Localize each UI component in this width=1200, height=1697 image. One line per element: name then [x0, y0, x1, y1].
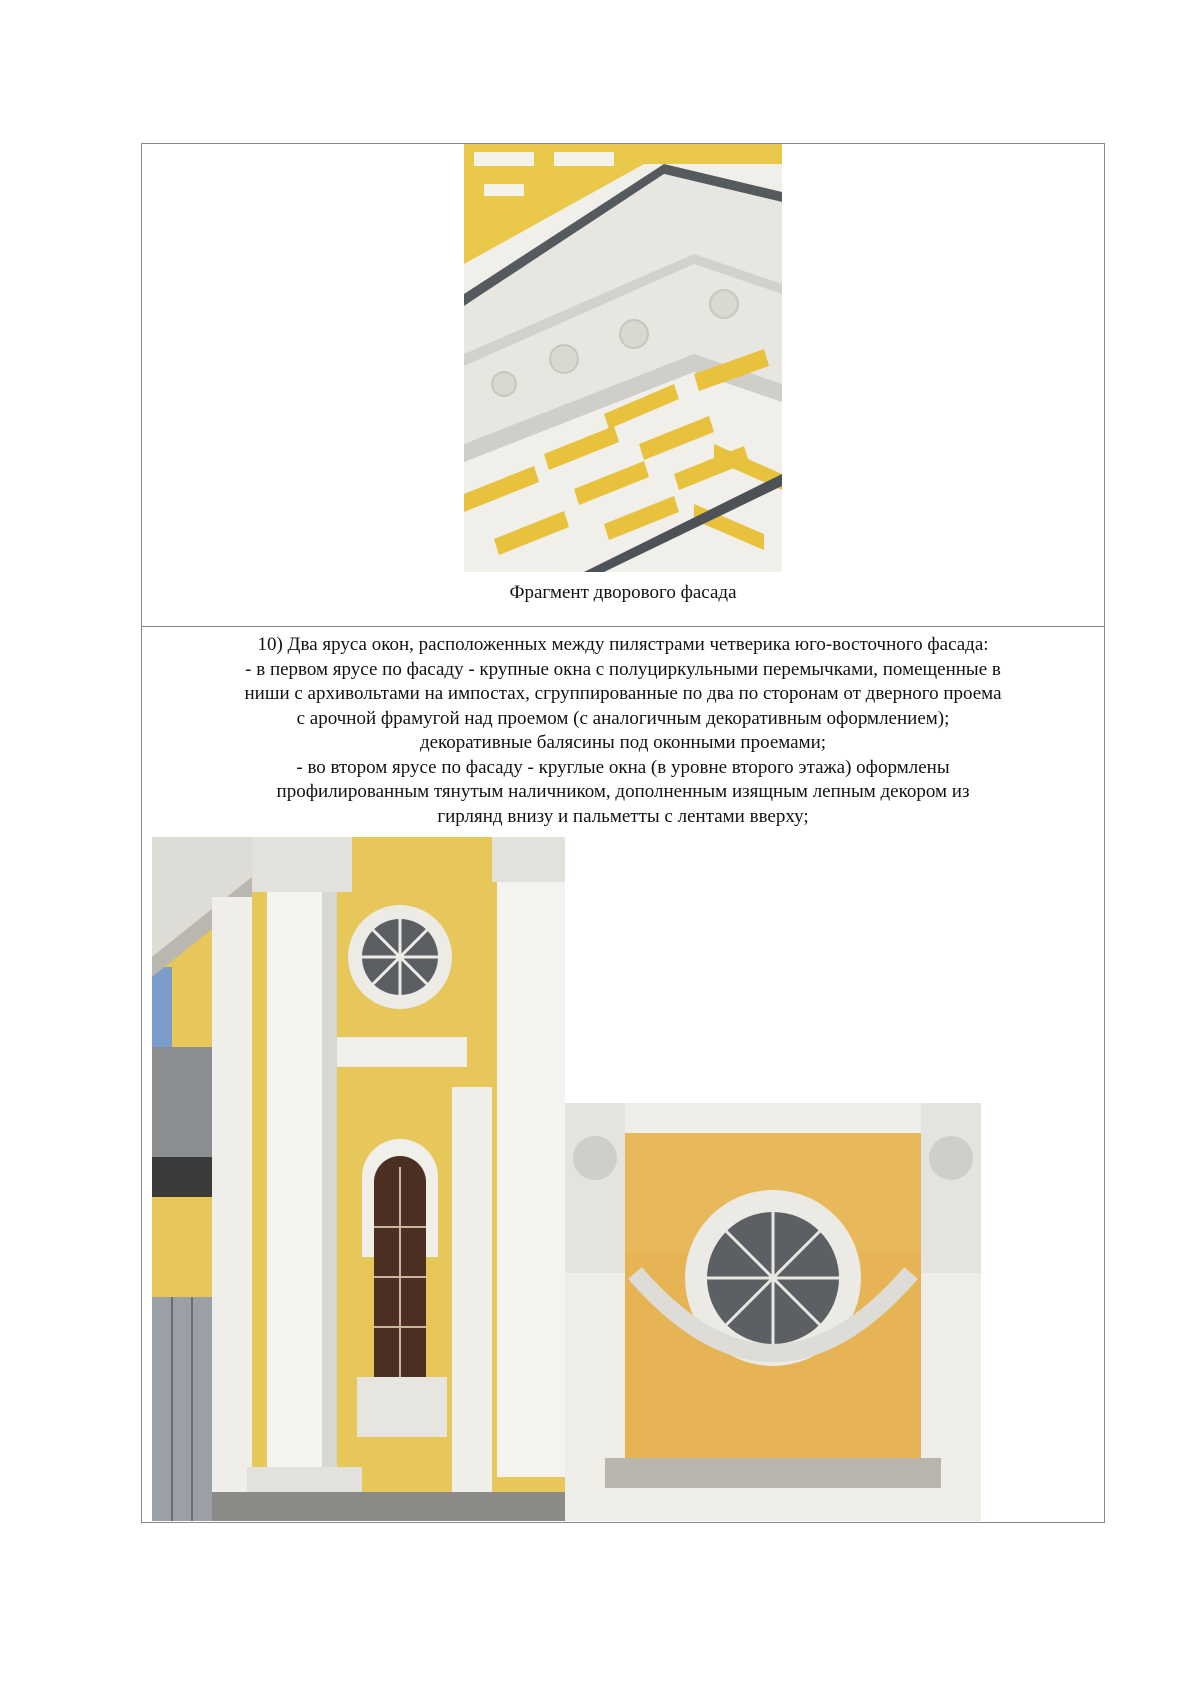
description-line: ниши с архивольтами на импостах, сгруппированные по два по сторонам от дверного проема [244, 683, 1002, 704]
table-row-cornice [142, 144, 1104, 627]
description-line: декоративные балясины под оконными проемами; [419, 732, 827, 753]
description-line: 10) Два яруса окон, расположенных между пилястрами четверика юго-восточного фасада: [257, 634, 989, 655]
description-line: - в первом ярусе по фасаду - крупные окна с полуциркульными перемычками, помещенные в [245, 658, 1001, 680]
description-line: - во втором ярусе по фасаду - круглые окна (в уровне второго этажа) оформлены [296, 756, 950, 778]
description-line: гирлянд внизу и пальметты с лентами вверху; [437, 805, 809, 827]
description-line: профилированным тянутым наличником, дополненным изящным лепным декором из [276, 781, 970, 802]
description-line: с арочной фрамугой над проемом (с аналогичным декоративным оформлением); [296, 707, 950, 729]
caption-cornice: Фрагмент дворового фасада [509, 582, 737, 603]
photo-cornice-fragment [464, 144, 782, 572]
document-table [141, 143, 1105, 1523]
table-row-windows [142, 627, 1104, 1522]
description-paragraph [150, 633, 1096, 829]
photo-facade-columns [152, 837, 565, 1521]
photo-round-window-detail [565, 1103, 981, 1521]
